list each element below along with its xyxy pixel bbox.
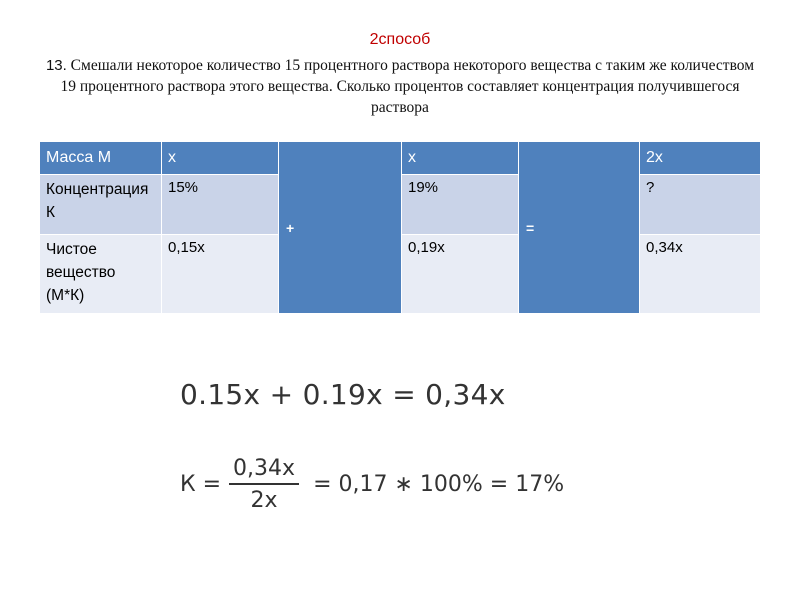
slide-title: 2способ (369, 31, 431, 48)
problem-statement (40, 55, 760, 118)
equals-sign: = (519, 142, 640, 314)
mass-result: 2x (640, 142, 761, 175)
substance-solution-2: 0,19x (402, 235, 519, 314)
table-row-mass (40, 142, 761, 175)
fraction (229, 456, 299, 513)
equation: 0.15x + 0.19x = 0,34x (180, 378, 506, 411)
mixture-table (39, 141, 761, 314)
concentration-result: ? (640, 175, 761, 235)
fraction-numerator: 0,34x (229, 456, 299, 485)
mass-solution-2: x (402, 142, 519, 175)
mass-solution-1: x (162, 142, 279, 175)
problem-number: 13. (45, 57, 67, 74)
problem-body: Смешали некоторое количество 15 процентного раствора некоторого вещества с таким же количеством 19 процентного раствора этого вещества. Сколько процентов составляет концентрация получившегося раствора (60, 57, 755, 116)
formula-lhs: К = (180, 472, 222, 497)
substance-label: Чистое вещество (М*К) (40, 235, 162, 314)
formula-rhs: = 0,17 ∗ 100% = 17% (313, 472, 565, 497)
fraction-denominator: 2x (250, 488, 278, 513)
substance-solution-1: 0,15x (162, 235, 279, 314)
concentration-label: Концентрация К (40, 175, 162, 235)
concentration-solution-1: 15% (162, 175, 279, 235)
plus-sign: + (279, 142, 402, 314)
concentration-formula (180, 456, 570, 513)
concentration-solution-2: 19% (402, 175, 519, 235)
substance-result: 0,34x (640, 235, 761, 314)
mass-label: Масса М (40, 142, 162, 175)
